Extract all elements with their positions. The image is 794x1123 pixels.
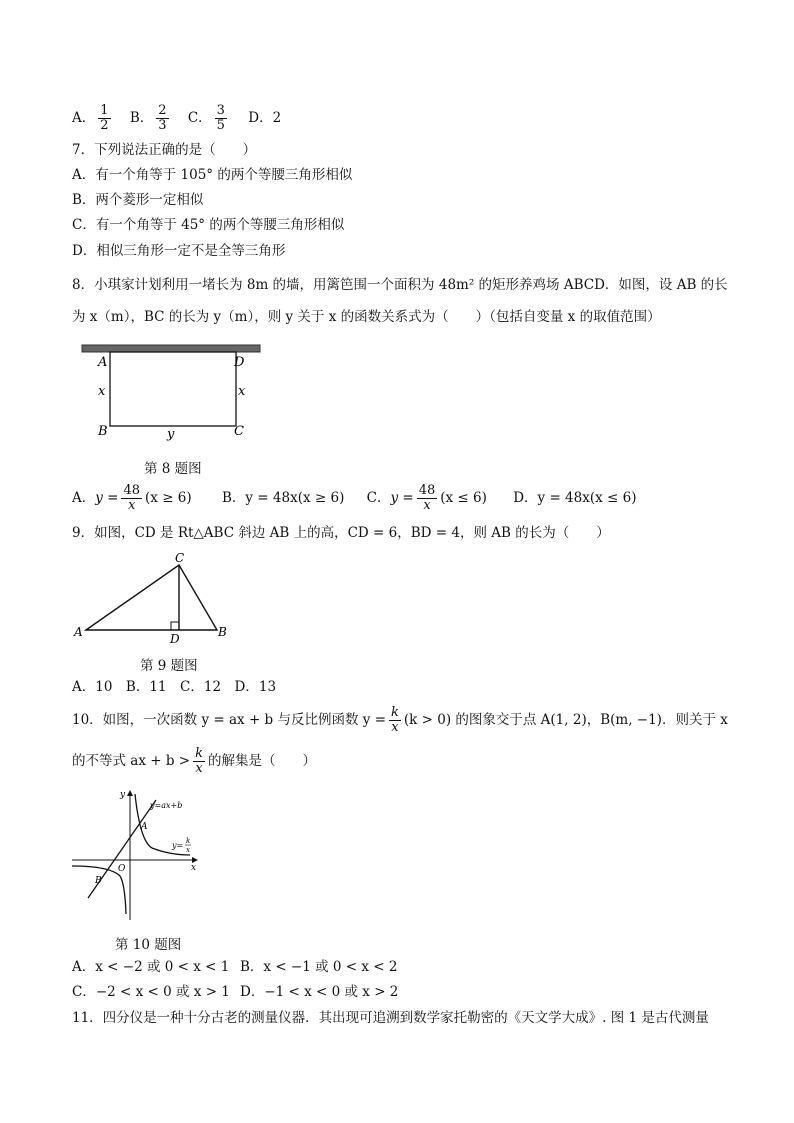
- q10-stem-line2: 的不等式 ax + b > $\frac{k}{x}$ 的解集是（ ）: [72, 746, 316, 776]
- q8-stem-line2: 为 x（m），BC 的长为 y（m），则 y 关于 x 的函数关系式为（ ）（包括自变量 x 的取值范围）: [72, 309, 661, 325]
- label-a: A: [74, 625, 83, 639]
- right-angle-mark: [171, 622, 179, 630]
- label-y-axis: y: [120, 790, 126, 800]
- q8-options: [72, 484, 636, 513]
- label-x-left: x: [98, 384, 106, 399]
- q6-option-d: D．2: [248, 110, 282, 126]
- q10-options-row1: [72, 957, 398, 977]
- label-origin: O: [118, 864, 126, 874]
- q7-option-a: A．有一个角等于 105° 的两个等腰三角形相似: [72, 167, 353, 183]
- label-hyperbola-x: x: [186, 846, 190, 854]
- label-y: y: [167, 427, 175, 442]
- q9-caption: 第 9 题图: [140, 658, 198, 674]
- q7-stem: 7．下列说法正确的是（ ）: [72, 142, 257, 158]
- q10-option-b: B．x < −1 或 0 < x < 2: [240, 959, 398, 975]
- q9-figure: [72, 550, 237, 645]
- label-line: y=ax+b: [150, 801, 183, 810]
- label-x-right: x: [238, 384, 246, 399]
- wall: [82, 345, 260, 352]
- q8-caption: 第 8 题图: [144, 461, 202, 477]
- q9-options: A．10 B．11 C．12 D．13: [72, 679, 277, 695]
- label-point-a: A: [141, 822, 148, 832]
- label-a: A: [98, 355, 108, 370]
- q10-option-a: A．x < −2 或 0 < x < 1: [72, 959, 230, 975]
- q10-options-row2: [72, 982, 398, 1002]
- q8-option-c: C．y = $\frac{48}{x}$ (x ≤ 6): [366, 483, 487, 513]
- triangle-abc: [86, 565, 217, 630]
- label-b: B: [98, 424, 108, 439]
- label-d: D: [234, 355, 245, 370]
- q7-option-b: B．两个菱形一定相似: [72, 192, 204, 208]
- label-hyperbola-k: k: [186, 837, 191, 845]
- q8-option-b: B．y = 48x(x ≥ 6): [221, 490, 345, 506]
- q9-stem: 9．如图，CD 是 Rt△ABC 斜边 AB 上的高，CD = 6，BD = 4，则 AB 的长为（ ）: [72, 525, 610, 541]
- label-b: B: [218, 625, 227, 639]
- label-point-b: B: [95, 876, 102, 886]
- y-axis-arrow: [127, 790, 133, 796]
- q10-stem-line1: 10．如图，一次函数 y = ax + b 与反比例函数 y = $\frac{k}{x}$ (k > 0) 的图象交于点 A(1, 2)，B(m, −1)．则关于 x: [72, 705, 728, 735]
- label-x-axis: x: [191, 863, 197, 873]
- q7-option-d: D．相似三角形一定不是全等三角形: [72, 243, 286, 259]
- q8-stem-line1: 8．小琪家计划利用一堵长为 8m 的墙，用篱笆围一个面积为 48m² 的矩形养鸡场 ABCD．如图，设 AB 的长: [72, 277, 728, 293]
- q8-option-a: A．y = $\frac{48}{x}$ (x ≥ 6): [72, 483, 192, 513]
- q6-option-c: C． $\frac{3}{5}$: [187, 103, 225, 133]
- q6-options: [72, 104, 281, 133]
- q6-option-b: B． $\frac{2}{3}$: [129, 103, 167, 133]
- q11-stem-line1: 11．四分仪是一种十分古老的测量仪器．其出现可追溯到数学家托勒密的《天文学大成》. 图 1 是古代测量: [72, 1010, 709, 1026]
- q6-option-a: A． $\frac{1}{2}$: [72, 103, 109, 133]
- label-c: C: [175, 551, 185, 565]
- rectangle-abcd: [110, 352, 236, 426]
- label-c: C: [234, 424, 244, 439]
- q10-caption: 第 10 题图: [115, 937, 182, 953]
- q8-option-d: D．y = 48x(x ≤ 6): [513, 490, 637, 506]
- q10-figure: [70, 786, 202, 922]
- q7-option-c: C．有一个角等于 45° 的两个等腰三角形相似: [72, 217, 345, 233]
- label-d: D: [170, 632, 180, 645]
- q10-option-d: D．−1 < x < 0 或 x > 2: [240, 984, 399, 1000]
- q10-option-c: C．−2 < x < 0 或 x > 1: [72, 984, 230, 1000]
- q8-figure: [76, 340, 276, 444]
- label-hyperbola: y=: [172, 841, 184, 850]
